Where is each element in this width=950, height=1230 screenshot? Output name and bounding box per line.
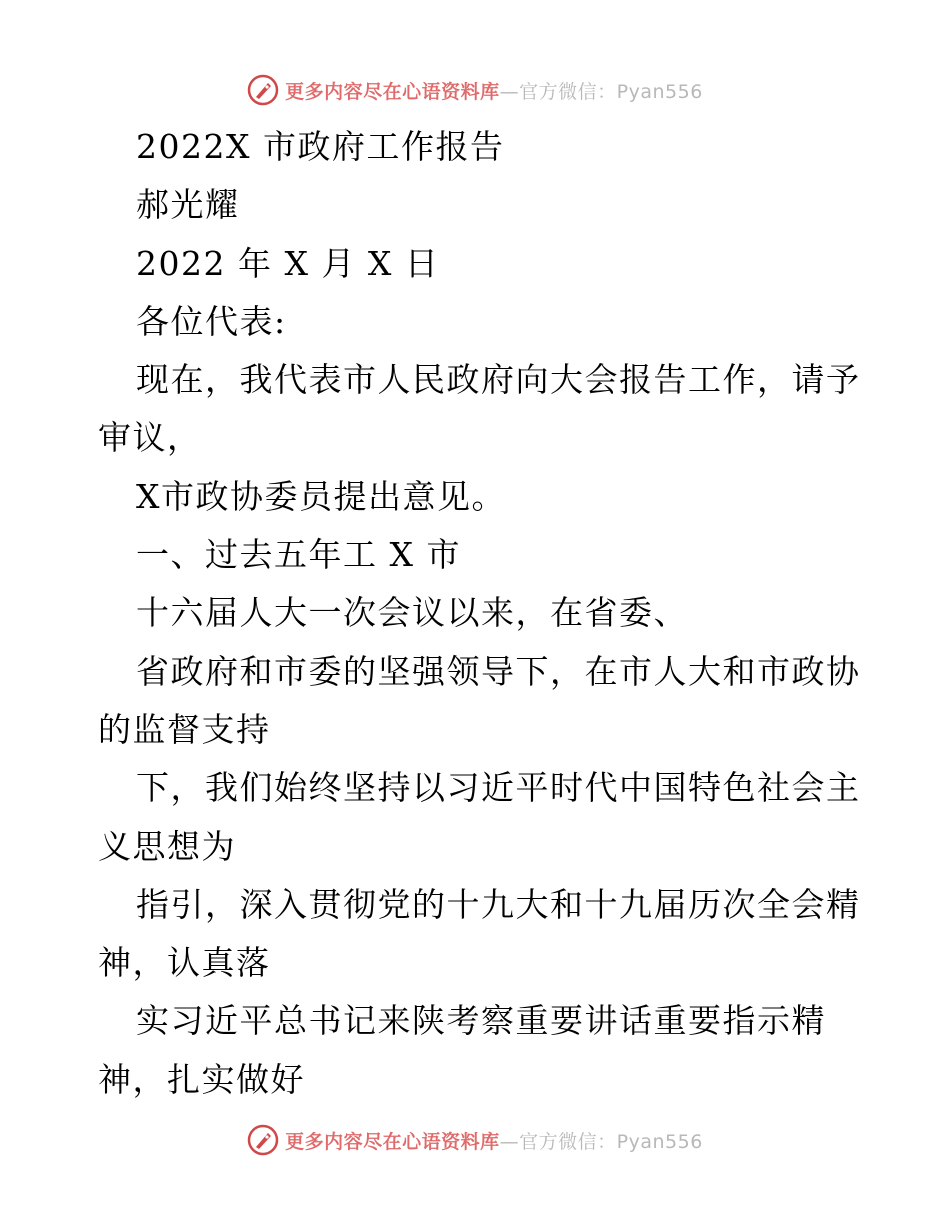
banner-separator: — [499, 1130, 520, 1153]
banner-brand-text: 更多内容尽在心语资料库 [285, 80, 500, 103]
document-body [98, 118, 861, 1109]
paragraph-line: 义思想为 [98, 826, 236, 866]
document-author: 郝光耀 [136, 185, 240, 225]
paragraph-line: 十六届人大一次会议以来，在省委、 [136, 593, 688, 633]
paragraph-line: 神，认真落 [98, 943, 271, 983]
pen-nib-icon [247, 1124, 279, 1156]
banner-contact-text: 官方微信：Pyan556 [519, 1130, 703, 1153]
paragraph-line: 下，我们始终坚持以习近平时代中国特色社会主 [136, 768, 861, 808]
pen-nib-icon [247, 74, 279, 106]
section-heading: 一、过去五年工 X 市 [136, 535, 461, 575]
document-date: 2022 年 X 月 X 日 [136, 243, 440, 283]
document-title: 2022X 市政府工作报告 [136, 127, 505, 166]
footer-banner [0, 1120, 950, 1160]
paragraph-line: 指引，深入贯彻党的十九大和十九届历次全会精 [136, 884, 861, 924]
paragraph-line: 现在，我代表市人民政府向大会报告工作，请予 [136, 360, 861, 400]
salutation: 各位代表: [136, 301, 287, 341]
banner-brand-text: 更多内容尽在心语资料库 [285, 1130, 500, 1153]
paragraph-line: 实习近平总书记来陕考察重要讲话重要指示精 [136, 1001, 826, 1041]
banner-separator: — [499, 80, 520, 103]
paragraph-line: X市政协委员提出意见。 [136, 476, 506, 516]
paragraph-line: 审议， [98, 418, 202, 458]
header-banner [0, 70, 950, 110]
banner-contact-text: 官方微信：Pyan556 [519, 80, 703, 103]
paragraph-line: 神，扎实做好 [98, 1059, 305, 1099]
paragraph-line: 省政府和市委的坚强领导下，在市人大和市政协 [136, 651, 861, 691]
paragraph-line: 的监督支持 [98, 709, 271, 749]
